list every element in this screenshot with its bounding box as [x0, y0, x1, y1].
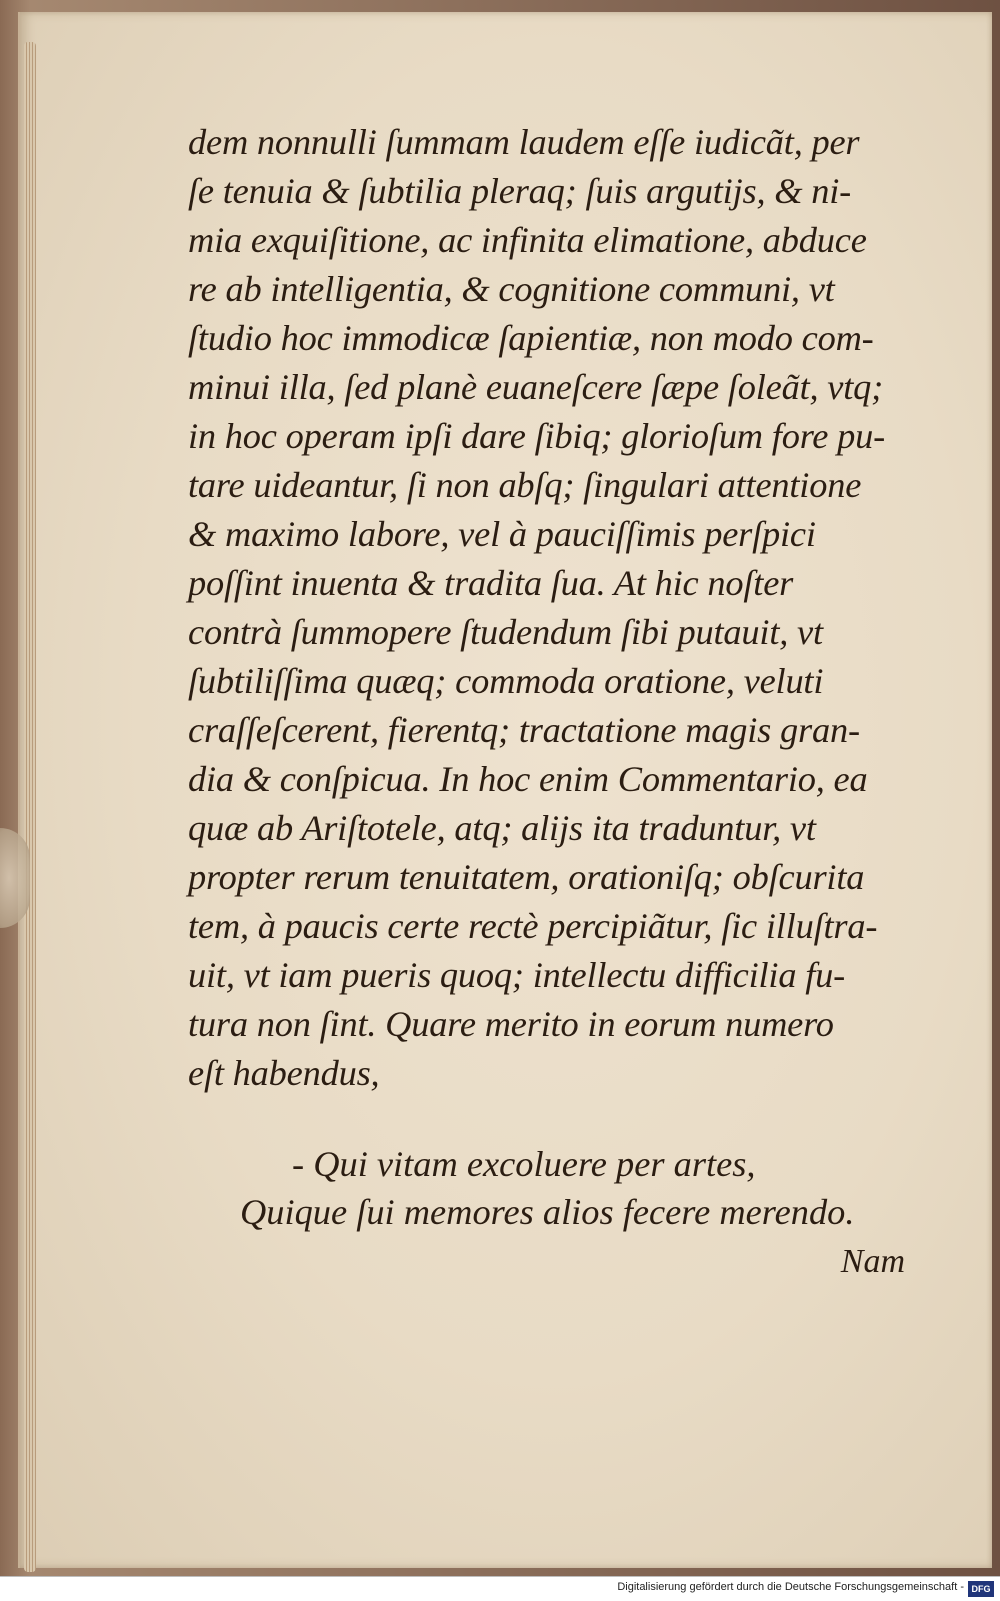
text-line: minui illa, ſed planè euaneſcere ſæpe ſoleãt, vtq;: [188, 367, 884, 407]
verse-line: - Qui vitam excoluere per artes,: [292, 1144, 756, 1184]
text-line: ſtudio hoc immodicæ ſapientiæ, non modo com-: [188, 318, 874, 358]
page-edges: [24, 42, 36, 1572]
text-line: tura non ſint. Quare merito in eorum numero: [188, 1004, 834, 1044]
text-line: in hoc operam ipſi dare ſibiq; glorioſum fore pu-: [188, 416, 886, 456]
verse-quotation: [240, 1140, 900, 1236]
text-line: quæ ab Ariſtotele, atq; alijs ita traduntur, vt: [188, 808, 816, 848]
text-line: re ab intelligentia, & cognitione communi, vt: [188, 269, 835, 309]
text-line: & maximo labore, vel à pauciſſimis perſpici: [188, 514, 816, 554]
digitization-footer: [0, 1576, 1000, 1601]
body-text: [188, 118, 908, 1098]
text-line: contrà ſummopere ſtudendum ſibi putauit, vt: [188, 612, 823, 652]
text-line: ſubtiliſſima quæq; commoda oratione, veluti: [188, 661, 824, 701]
text-line: propter rerum tenuitatem, orationiſq; obſcurita: [188, 857, 865, 897]
dfg-logo: DFG: [968, 1581, 994, 1597]
text-line: dem nonnulli ſummam laudem eſſe iudicãt, per: [188, 122, 860, 162]
clasp-shadow: [0, 828, 30, 928]
text-line: tem, à paucis certe rectè percipiãtur, ſic illuſtra-: [188, 906, 878, 946]
text-line: eſt habendus,: [188, 1053, 380, 1093]
verse-line: Quique ſui memores alios fecere merendo.: [240, 1192, 855, 1232]
text-line: mia exquiſitione, ac infinita elimatione, abduce: [188, 220, 867, 260]
footer-credit: Digitalisierung gefördert durch die Deutsche Forschungsgemeinschaft -: [617, 1581, 964, 1593]
text-line: dia & conſpicua. In hoc enim Commentario, ea: [188, 759, 868, 799]
text-line: tare uideantur, ſi non abſq; ſingulari attentione: [188, 465, 862, 505]
text-line: poſſint inuenta & tradita ſua. At hic noſter: [188, 563, 794, 603]
text-line: ſe tenuia & ſubtilia pleraq; ſuis argutijs, & ni-: [188, 171, 852, 211]
catchword: Nam: [840, 1243, 905, 1280]
text-line: craſſeſcerent, fierentq; tractatione magis gran-: [188, 710, 860, 750]
text-line: uit, vt iam pueris quoq; intellectu difficilia fu-: [188, 955, 846, 995]
